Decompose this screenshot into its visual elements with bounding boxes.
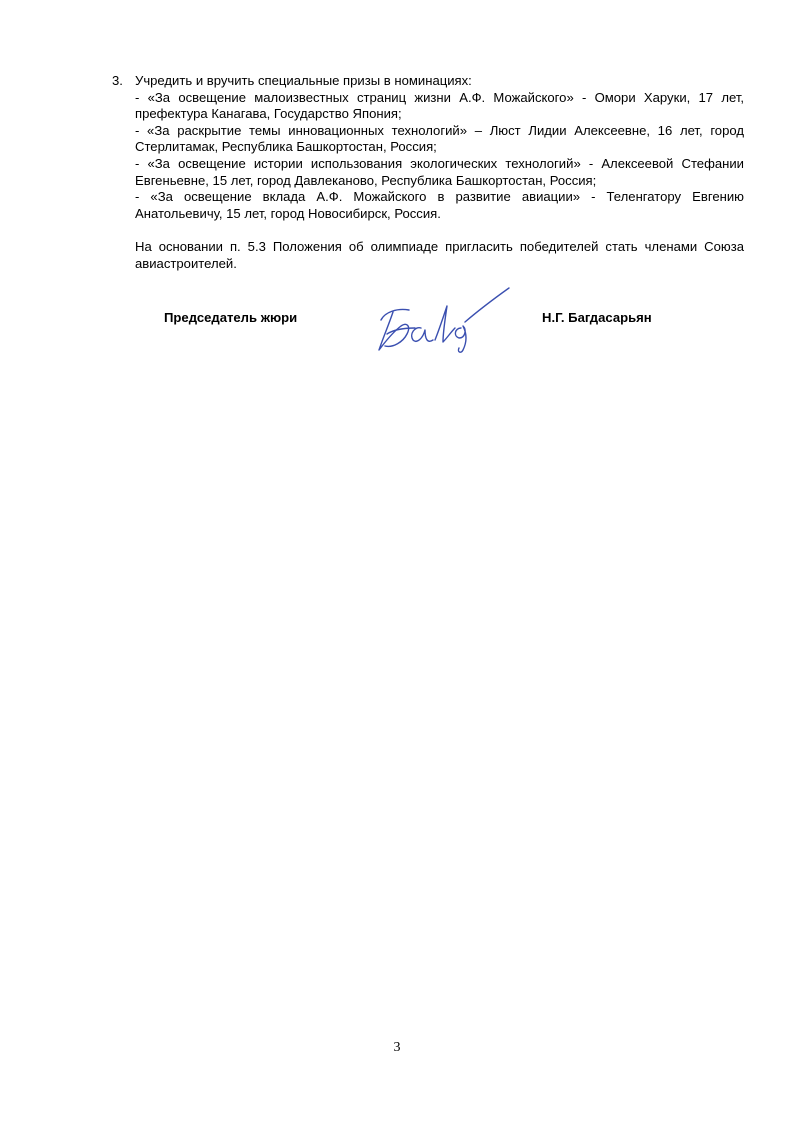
nomination-3: - «За освещение истории использования экологических технологий» - Алексеевой Стефании Евгеньевне, 15 лет, город Давлеканово, Республика Башкортостан, Россия; xyxy=(135,155,744,188)
nomination-4: - «За освещение вклада А.Ф. Можайского в развитие авиации» - Теленгатору Евгению Анатольевичу, 15 лет, город Новосибирск, Россия. xyxy=(135,189,744,221)
page-number: 3 xyxy=(393,1040,401,1055)
item-intro: Учредить и вручить специальные призы в номинациях: xyxy=(135,73,472,88)
handwritten-signature xyxy=(363,282,523,362)
nomination-1: - «За освещение малоизвестных страниц жизни А.Ф. Можайского» - Омори Харуки, 17 лет, префектура Канагава, Государство Япония; xyxy=(135,89,744,122)
signatory-title: Председатель жюри xyxy=(164,310,298,325)
basis-paragraph: На основании п. 5.3 Положения об олимпиаде пригласить победителей стать членами Союза авиастроителей. xyxy=(135,238,744,271)
decision-item-3 xyxy=(112,73,744,272)
item-number: 3. xyxy=(112,73,123,88)
nomination-2: - «За раскрытие темы инновационных технологий» – Люст Лидии Алексеевне, 16 лет, город Стерлитамак, Республика Башкортостан, Россия; xyxy=(135,122,744,155)
signature-block xyxy=(0,300,794,380)
item-body xyxy=(135,73,744,272)
signatory-name: Н.Г. Багдасарьян xyxy=(542,310,652,325)
